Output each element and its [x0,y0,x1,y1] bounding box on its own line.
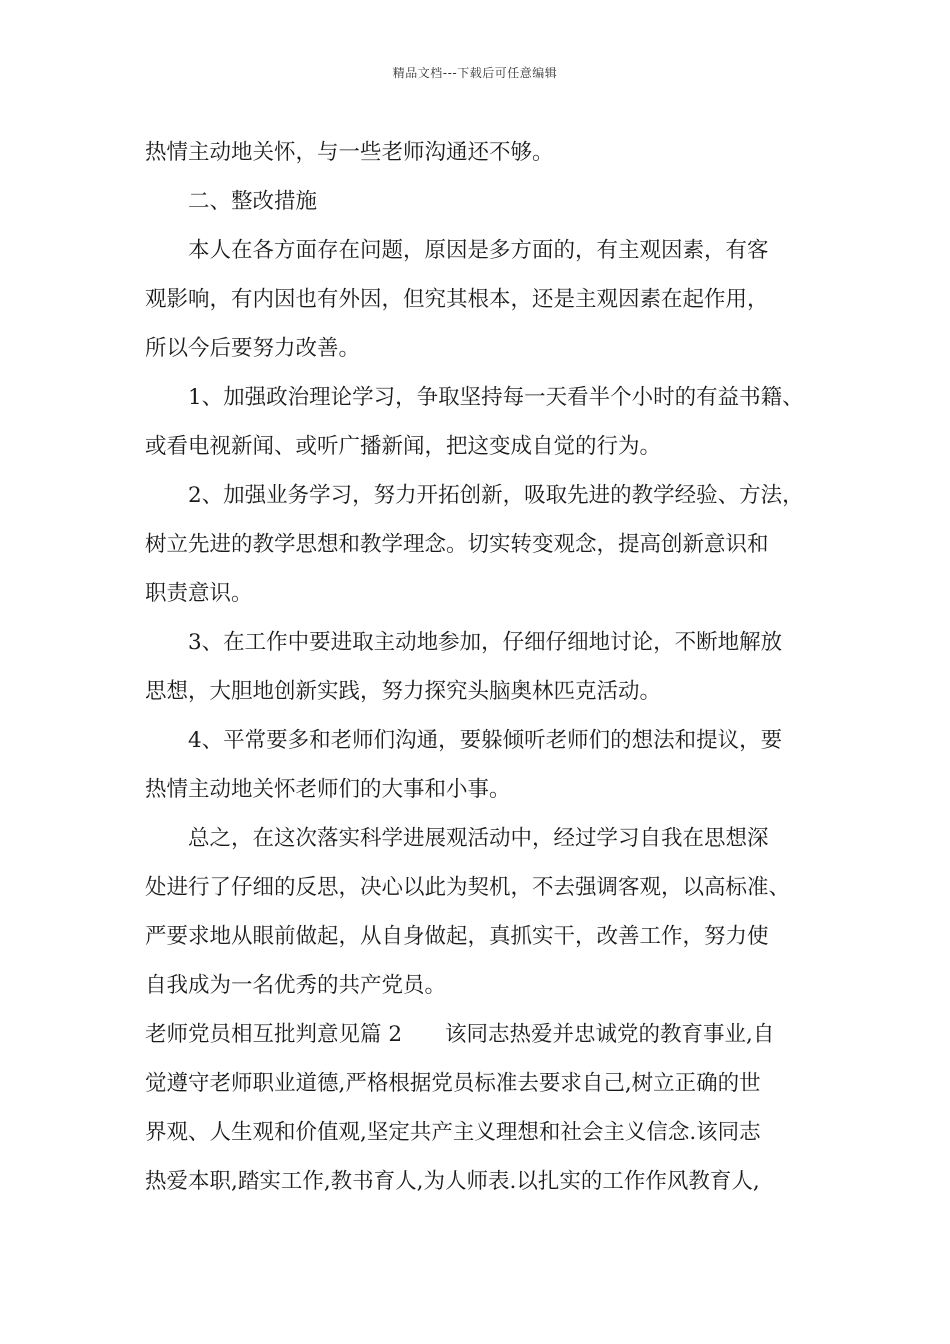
text-line: 思想，大胆地创新实践，努力探究头脑奥林匹克活动。 [145,679,662,704]
text-line: 处进行了仔细的反思，决心以此为契机，不去强调客观，以高标准、 [145,875,791,900]
text-line: 职责意识。 [145,581,253,606]
section-title-line: 老师党员相互批判意见篇 2 该同志热爱并忠诚党的教育事业,自 [145,1022,775,1047]
text-line: 本人在各方面存在问题，原因是多方面的，有主观因素，有客 [188,238,769,263]
text-line: 1、加强政治理论学习，争取坚持每一天看半个小时的有益书籍、 [188,385,804,410]
section-heading: 二、整改措施 [188,189,318,214]
text-line: 自我成为一名优秀的共产党员。 [145,973,447,998]
text-line: 严要求地从眼前做起，从自身做起，真抓实干，改善工作，努力使 [145,924,769,949]
page-header: 精品文档---下载后可任意编辑 [392,66,558,80]
text-line: 树立先进的教学思想和教学理念。切实转变观念，提高创新意识和 [145,532,769,557]
text-line: 3、在工作中要进取主动地参加，仔细仔细地讨论，不断地解放 [188,630,783,655]
text-line: 界观、人生观和价值观,坚定共产主义理想和社会主义信念.该同志 [145,1120,761,1145]
document-body [145,128,835,1206]
text-line: 热情主动地关怀，与一些老师沟通还不够。 [145,140,554,165]
text-line: 或看电视新闻、或听广播新闻，把这变成自觉的行为。 [145,434,662,459]
text-line: 热爱本职,踏实工作,教书育人,为人师表.以扎实的工作作风教育人, [145,1169,760,1194]
text-line: 觉遵守老师职业道德,严格根据党员标准去要求自己,树立正确的世 [145,1071,761,1096]
text-line: 4、平常要多和老师们沟通，要躲倾听老师们的想法和提议，要 [188,728,783,753]
text-line: 总之，在这次落实科学进展观活动中，经过学习自我在思想深 [188,826,769,851]
text-line: 所以今后要努力改善。 [145,336,361,361]
text-line: 2、加强业务学习，努力开拓创新，吸取先进的教学经验、方法， [188,483,804,508]
text-line: 观影响，有内因也有外因，但究其根本，还是主观因素在起作用， [145,287,769,312]
text-line: 热情主动地关怀老师们的大事和小事。 [145,777,511,802]
